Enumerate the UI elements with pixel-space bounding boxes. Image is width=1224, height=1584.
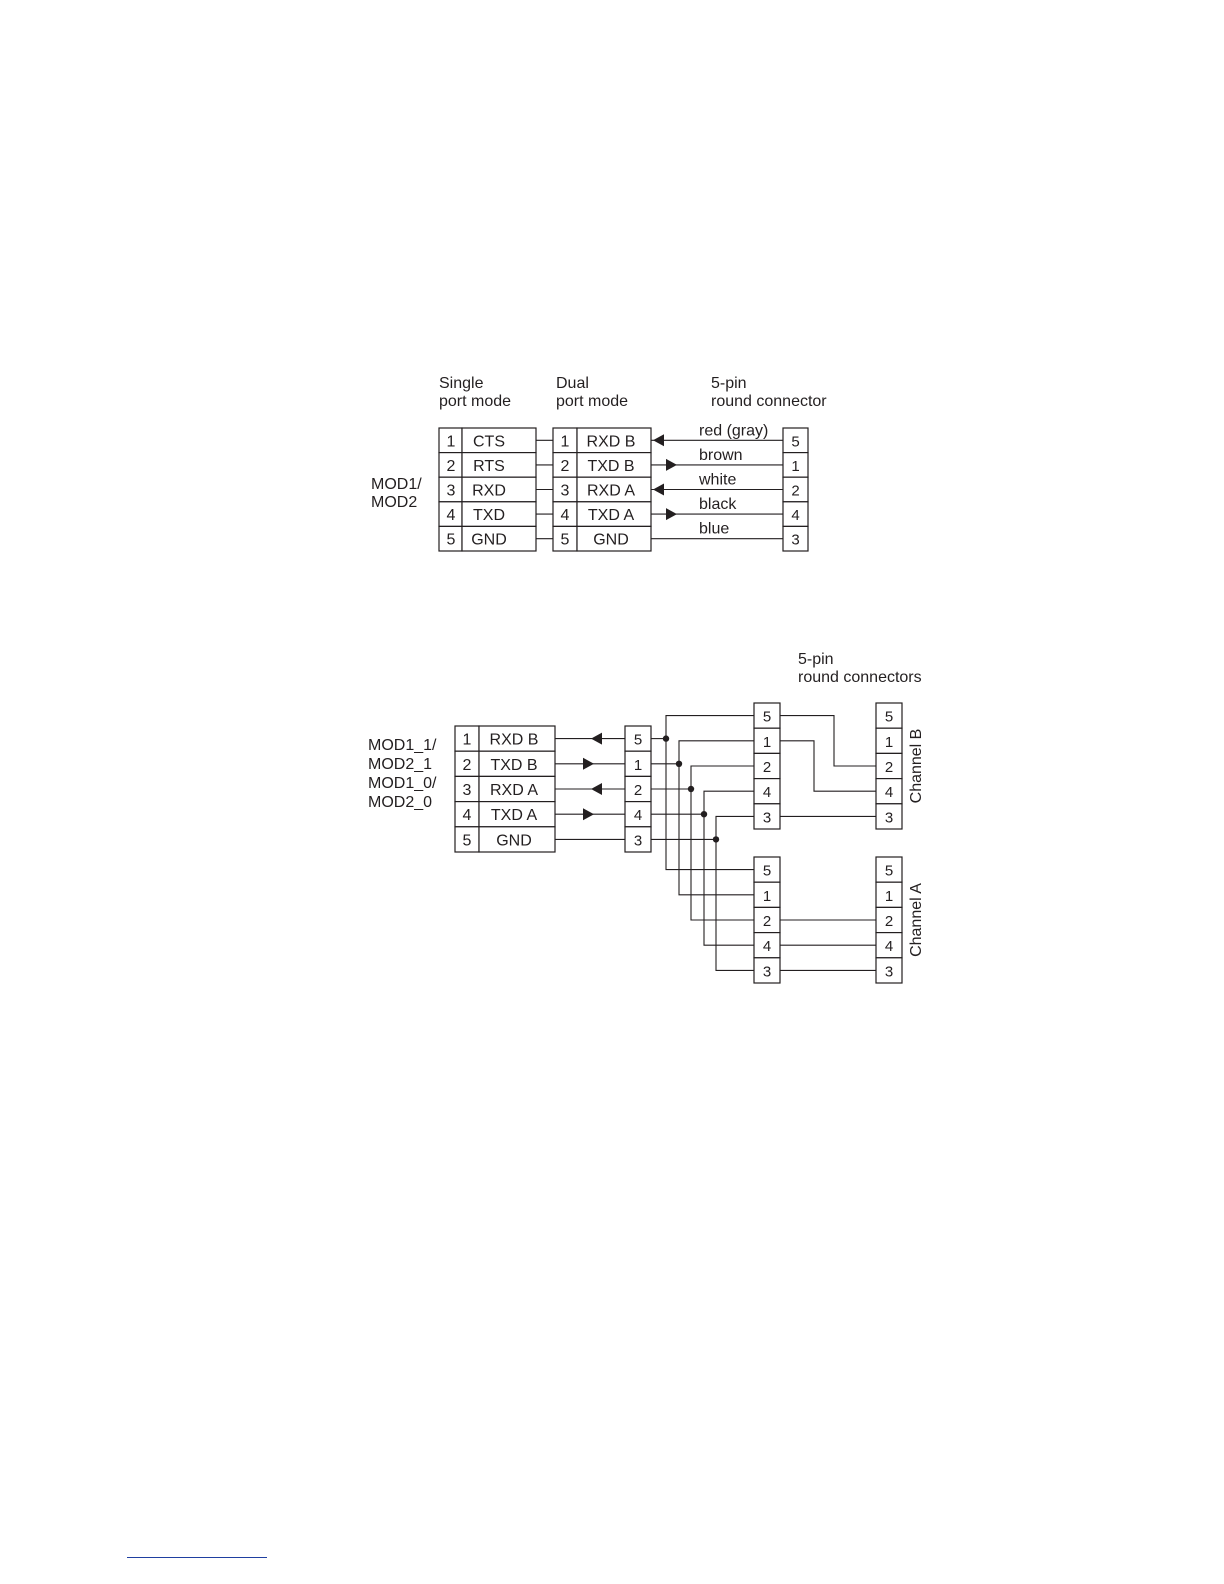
wire-color-label: red (gray) [699,422,769,440]
signal-label: RXD B [489,731,539,749]
module-label-line2: MOD2 [371,494,418,511]
pin-number: 3 [462,782,472,799]
splitter-a-pin: 2 [762,913,772,930]
module-label-line1: MOD1/ [371,476,422,493]
bus-to-splitter-a [716,839,754,970]
wire-color-label: brown [699,446,743,464]
channel-a-pin: 4 [884,938,894,956]
wire-color-label: black [699,496,737,514]
footnote-separator [127,1557,267,1558]
input-arrow [591,733,602,745]
output-arrow [583,808,594,820]
header-round-line1: 5-pin [711,375,747,392]
module-label-line: MOD2_0 [368,794,433,811]
pin-number: 1 [462,731,472,749]
channel-b-pin: 1 [884,733,894,751]
pin-number: 4 [462,807,472,825]
splitter-b-pin: 2 [762,759,772,776]
channel-b-label: Channel B [908,728,925,804]
channel-b-pin: 5 [884,708,894,726]
channel-b-pin: 2 [884,759,894,776]
single-pin-number: 1 [446,433,456,451]
splitter-a-pin: 1 [762,887,772,905]
header-dual-line2: port mode [556,393,629,410]
bus-to-splitter-b [704,791,754,814]
single-signal-label: RXD [472,482,506,500]
input-arrow [653,484,664,496]
dual-signal-label: TXD A [587,507,635,525]
input-arrow [653,434,664,446]
input-arrow [591,783,602,795]
dual-signal-label: RXD B [586,433,636,451]
diagram-dual-channel-split [368,651,925,983]
channel-a-pin: 1 [884,887,894,905]
round-connector-pin: 4 [791,507,800,525]
header-single-line1: Single [439,375,484,392]
output-arrow [666,459,677,471]
round-connector-pin: 1 [791,457,800,475]
header-round-line2: round connector [711,393,827,410]
single-pin-number: 4 [446,507,456,525]
mid-connector-pin: 3 [633,832,643,850]
dual-signal-label: GND [593,531,629,549]
channel-a-pin: 5 [884,862,894,880]
channel-a-pin: 3 [884,963,894,981]
single-pin-number: 3 [446,482,456,500]
header-round-connectors-line2: round connectors [798,669,922,686]
bus-to-splitter-b [666,716,754,739]
bus-to-splitter-b [716,816,754,839]
single-signal-label: GND [471,531,507,549]
splitter-b-pin: 3 [762,809,772,827]
mid-connector-pin: 5 [633,731,643,749]
module-label-line: MOD1_1/ [368,737,437,754]
dual-pin-number: 1 [560,433,570,451]
dual-signal-label: RXD A [586,482,636,500]
bus-to-splitter-a [691,789,754,920]
single-signal-label: TXD [473,507,505,525]
bus-to-splitter-b [691,766,754,789]
bus-to-splitter-a [704,814,754,945]
single-pin-number: 5 [446,531,456,549]
mid-connector-pin: 1 [633,756,643,774]
header-single-line2: port mode [439,393,512,410]
wire-color-label: blue [699,520,730,538]
header-dual-line1: Dual [556,375,589,392]
round-connector-pin: 3 [791,531,800,549]
round-connector-pin: 2 [791,482,800,500]
pin-number: 2 [462,756,472,774]
mid-connector-pin: 4 [633,807,643,825]
splitter-b-pin: 4 [762,784,772,802]
single-pin-number: 2 [446,457,456,475]
splitter-a-pin: 5 [762,862,772,880]
channel-b-pin: 4 [884,784,894,802]
signal-label: GND [496,832,532,850]
round-connector-pin: 5 [791,433,800,451]
module-label-line: MOD2_1 [368,756,433,773]
splitter-b-pin: 5 [762,708,772,726]
splitter-a-pin: 3 [762,963,772,981]
dual-pin-number: 2 [560,457,570,475]
channel-a-label: Channel A [908,883,925,957]
splitter-a-pin: 4 [762,938,772,956]
bus-to-splitter-b [679,741,754,764]
signal-label: TXD B [490,756,538,774]
channel-a-pin: 2 [884,913,894,930]
mid-connector-pin: 2 [633,782,643,799]
single-signal-label: CTS [473,433,505,451]
signal-label: TXD A [490,807,538,825]
dual-pin-number: 5 [560,531,570,549]
output-arrow [583,758,594,770]
signal-label: RXD A [489,782,539,799]
dual-pin-number: 4 [560,507,570,525]
dual-pin-number: 3 [560,482,570,500]
output-arrow [666,508,677,520]
header-round-connectors-line1: 5-pin [798,651,834,668]
channel-b-pin: 3 [884,809,894,827]
single-signal-label: RTS [473,457,505,475]
wire-color-label: white [699,471,737,489]
dual-signal-label: TXD B [587,457,635,475]
splitter-b-pin: 1 [762,733,772,751]
module-label-line: MOD1_0/ [368,775,437,792]
diagram-single-dual-port [371,375,827,551]
pin-number: 5 [462,832,472,850]
